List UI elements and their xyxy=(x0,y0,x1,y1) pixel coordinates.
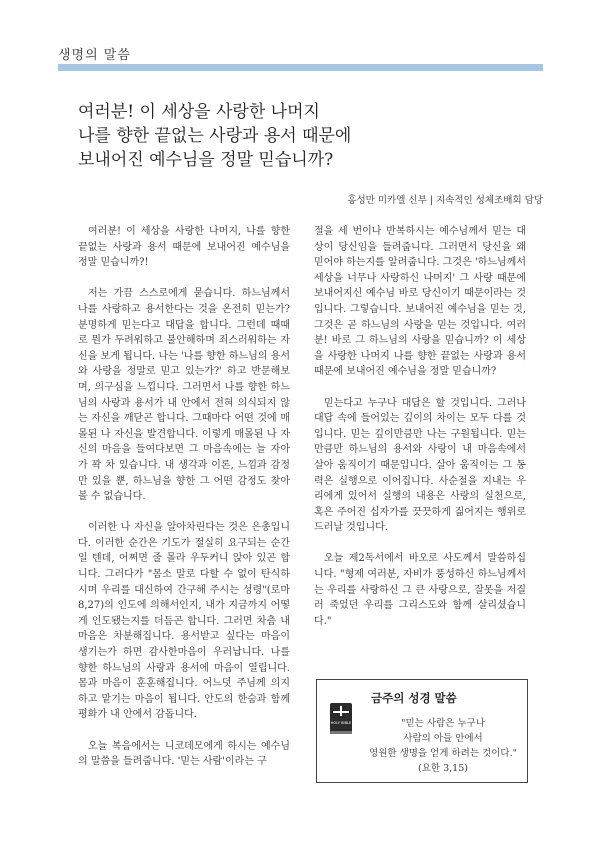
paragraph: 믿는다고 누구나 대답은 할 것입니다. 그러나 대답 속에 들어있는 깊이의 차이는 모두 다를 것입니다. 믿는 깊이만큼만 나는 구원됩니다. 믿는 만큼만 하느님의 용서와 사랑이 내 마음속에서 살아 움직이기 때문입니다. 살아 움직이는 그 동력은 실행으로 이어집니다. 사순절을 지내는 우리에게 있어서 실행의 내용은 사랑의 실천으로, 혹은 주어진 십자가를 끗끗하게 짊어지는 행위로 드러날 것입니다. xyxy=(314,397,526,534)
headline-line-1: 여러분! 이 세상을 사랑한 나머지 xyxy=(78,102,320,122)
paragraph: 이러한 나 자신을 알아차린다는 것은 은총입니다. 이러한 순간은 기도가 절실히 요구되는 순간일 텐데, 어쩌면 줄 몰라 우두커니 앉아 있곤 합니다. 그러다가 "몸소 말로 다할 수 없이 탄식하시며 우리를 대신하여 간구해 주시는 성령"(로마 8,27)의 인도에 의해서인지, 내가 지금까지 어떻게 인도됐는지를 더듬곤 합니다. 그러면 차츰 내 마음은 차분해집니다. 용서받고 싶다는 마음이 생기는가 하면 감사한마음이 우러납니다. 나를 향한 하느님의 사랑과 용서에 마음이 열립니다. 몸과 마음이 훈훈해집니다. 어느덧 주님께 의지하고 맡기는 마음이 됩니다. 안도의 한숨과 함께 평화가 내 안에서 감돕니다. xyxy=(78,522,290,721)
left-column xyxy=(78,224,290,770)
verse-title: 금주의 성경 말씀 xyxy=(371,691,457,705)
paragraph: 오늘 제2독서에서 바오로 사도께서 말씀하십니다. "형제 여러분, 자비가 풍성하신 하느님께서는 우리를 사랑하신 그 큰 사랑으로, 잘못을 저질러 죽었던 우리를 그리스도와 함께 살리셨습니다." xyxy=(314,553,526,627)
weekly-verse-box xyxy=(316,679,528,783)
headline xyxy=(78,100,538,172)
paragraph: 여러분! 이 세상을 사랑한 나머지, 나를 향한 끝없는 사랑과 용서 때문에 보내어진 예수님을 정말 믿습니까?! xyxy=(78,226,290,269)
headline-line-2: 나를 향한 끝없는 사랑과 용서 때문에 xyxy=(78,126,352,146)
verse-text xyxy=(363,716,523,776)
byline: 홍성만 미카엘 신부 | 지속적인 성체조배회 담당 xyxy=(347,195,543,206)
paragraph: 저는 가끔 스스로에게 묻습니다. 하느님께서 나를 사랑하고 용서한다는 것을 온전히 믿는가? 분명하게 믿는다고 대답을 합니다. 그런데 때때로 뭔가 두려워하고 불안해하며 죄스러워하는 자신을 보게 됩니다. 나는 '나를 향한 하느님의 용서와 사랑을 정말로 믿고 있는가?' 하고 반문해보며, 의구심을 느낍니다. 그러면서 나를 향한 하느님의 사랑과 용서가 내 안에서 전혀 의식되지 않는 자신을 깨닫곤 합니다. 그때마다 어떤 것에 매몰된 나 자신을 발견합니다. 이렇게 매몰된 나 자신의 마음을 들여다보면 그 마음속에는 늘 자아가 꽉 차 있습니다. 내 생각과 이론, 느낌과 감정만 있을 뿐, 하느님을 향한 그 어떤 감정도 찾아볼 수 없습니다. xyxy=(78,288,290,503)
verse-line: 사람의 아들 안에서 xyxy=(403,733,483,744)
verse-reference: (요한 3,15) xyxy=(418,763,468,774)
verse-line: 영원한 생명을 얻게 하려는 것이다." xyxy=(369,748,517,759)
headline-line-3: 보내어진 예수님을 정말 믿습니까? xyxy=(78,150,334,170)
bible-icon-label: HOLY BIBLE xyxy=(330,721,352,725)
bible-icon xyxy=(328,702,354,736)
header-rule xyxy=(58,64,543,71)
paragraph: 오늘 복음에서는 니코데모에게 하시는 예수님의 말씀을 들려줍니다. '믿는 사람'이라는 구 xyxy=(78,740,290,768)
verse-line: "믿는 사람은 누구나 xyxy=(401,718,485,729)
right-column xyxy=(314,224,526,629)
paragraph: 절을 세 번이나 반복하시는 예수님께서 믿는 대상이 당신임을 들려줍니다. 그러면서 당신을 왜 믿어야 하는지를 알려줍니다. 그것은 '하느님께서 세상을 너무나 사랑하신 나머지' 그 사랑 때문에 보내어지신 예수님 바로 당신이기 때문이라는 것입니다. 그렇습니다. 보내어진 예수님을 믿는 것, 그것은 곧 하느님의 사랑을 믿는 것입니다. 여러분! 바로 그 하느님의 사랑을 믿습니까? 이 세상을 사랑한 나머지 나를 향한 끝없는 사랑과 용서 때문에 보내어진 예수님을 정말 믿습니까? xyxy=(314,226,526,378)
section-title: 생명의 말씀 xyxy=(58,48,131,63)
